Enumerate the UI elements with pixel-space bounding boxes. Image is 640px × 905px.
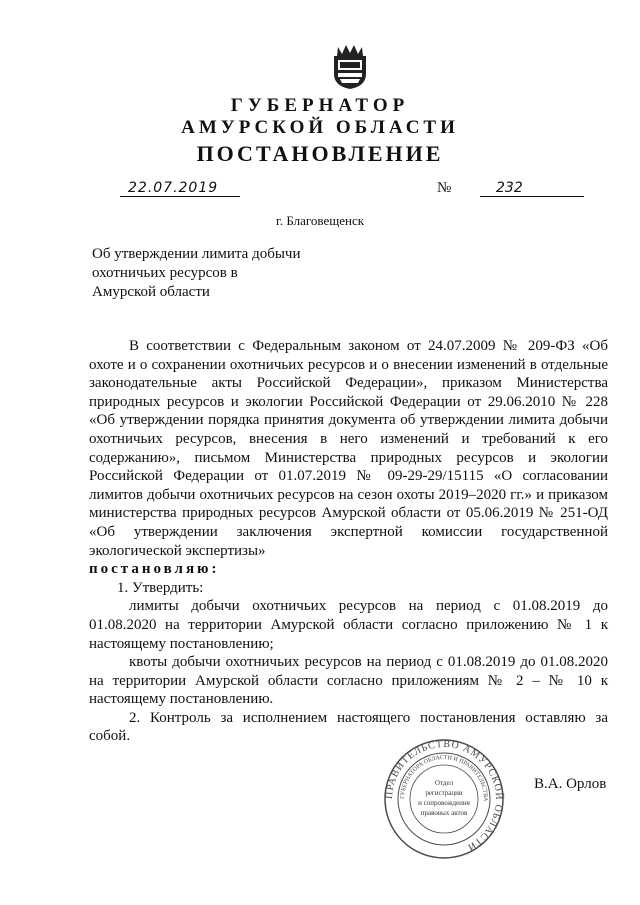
- decree-word: постановляю:: [89, 561, 220, 578]
- seal-center-line: правовых актов: [420, 809, 468, 817]
- official-seal: [383, 738, 505, 860]
- city: г. Благовещенск: [275, 213, 365, 228]
- seal-center-line: и сопровождения: [418, 799, 470, 807]
- seal-center-line: Отдел: [434, 779, 454, 787]
- document-body: [89, 337, 608, 746]
- seal-outer-text: ПРАВИТЕЛЬСТВО АМУРСКОЙ ОБЛАСТИ: [383, 738, 505, 854]
- document-number: 232: [480, 180, 584, 197]
- document-subject: [92, 245, 301, 302]
- seal-center-line: регистрации: [425, 789, 463, 797]
- signatory-name: В.А. Орлов: [534, 776, 607, 792]
- subject-line: Об утверждении лимита добычи: [92, 246, 301, 262]
- issuer-region: АМУРСКОЙ ОБЛАСТИ: [181, 117, 459, 138]
- document-type: ПОСТАНОВЛЕНИЕ: [196, 141, 444, 166]
- preamble-paragraph: В соответствии с Федеральным законом от 24.07.2009 № 209-ФЗ «Об охоте и о сохранении охотничьих ресурсов и о внесении изменений в отдельные законодательные акты Российской Федерации», приказом Министерства природных ресурсов и экологии Российской Федерации от 29.06.2010 № 228 «Об утверждении порядка принятия документа об утверждении лимита добычи охотничьих ресурсов, внесения в него изменений и требований к его содержанию», письмом Министерства природных ресурсов и экологии Российской Федерации от 01.07.2019 № 09-29-29/15115 «О согласовании лимитов добычи охотничьих ресурсов на сезон охоты 2019–2020 гг.» и приказом министерства природных ресурсов Амурской области от 05.06.2019 № 251-ОД «Об утверждении заключения экспертной комиссии государственной экологической экспертизы»: [89, 338, 608, 559]
- seal-inner-text: ГУБЕРНАТОРА ОБЛАСТИ И ПРАВИТЕЛЬСТВА: [399, 754, 489, 802]
- item-1-limits: лимиты добычи охотничьих ресурсов на период с 01.08.2019 до 01.08.2020 на территории Амурской области согласно приложению № 1 к настоящему постановлению;: [89, 598, 608, 652]
- subject-line: Амурской области: [92, 284, 210, 300]
- item-1-quotas: квоты добычи охотничьих ресурсов на период с 01.08.2019 до 01.08.2020 на территории Амурской области согласно приложениям № 2 – № 10 к настоящему постановлению.: [89, 654, 608, 708]
- document-date: 22.07.2019: [120, 180, 240, 197]
- issuer-title: ГУБЕРНАТОР: [230, 95, 410, 116]
- coat-of-arms-icon: [330, 42, 370, 90]
- item-1: 1. Утвердить:: [117, 579, 204, 596]
- item-2: 2. Контроль за исполнением настоящего постановления оставляю за собой.: [89, 709, 608, 745]
- number-sign: №: [437, 180, 452, 196]
- subject-line: охотничьих ресурсов в: [92, 265, 238, 281]
